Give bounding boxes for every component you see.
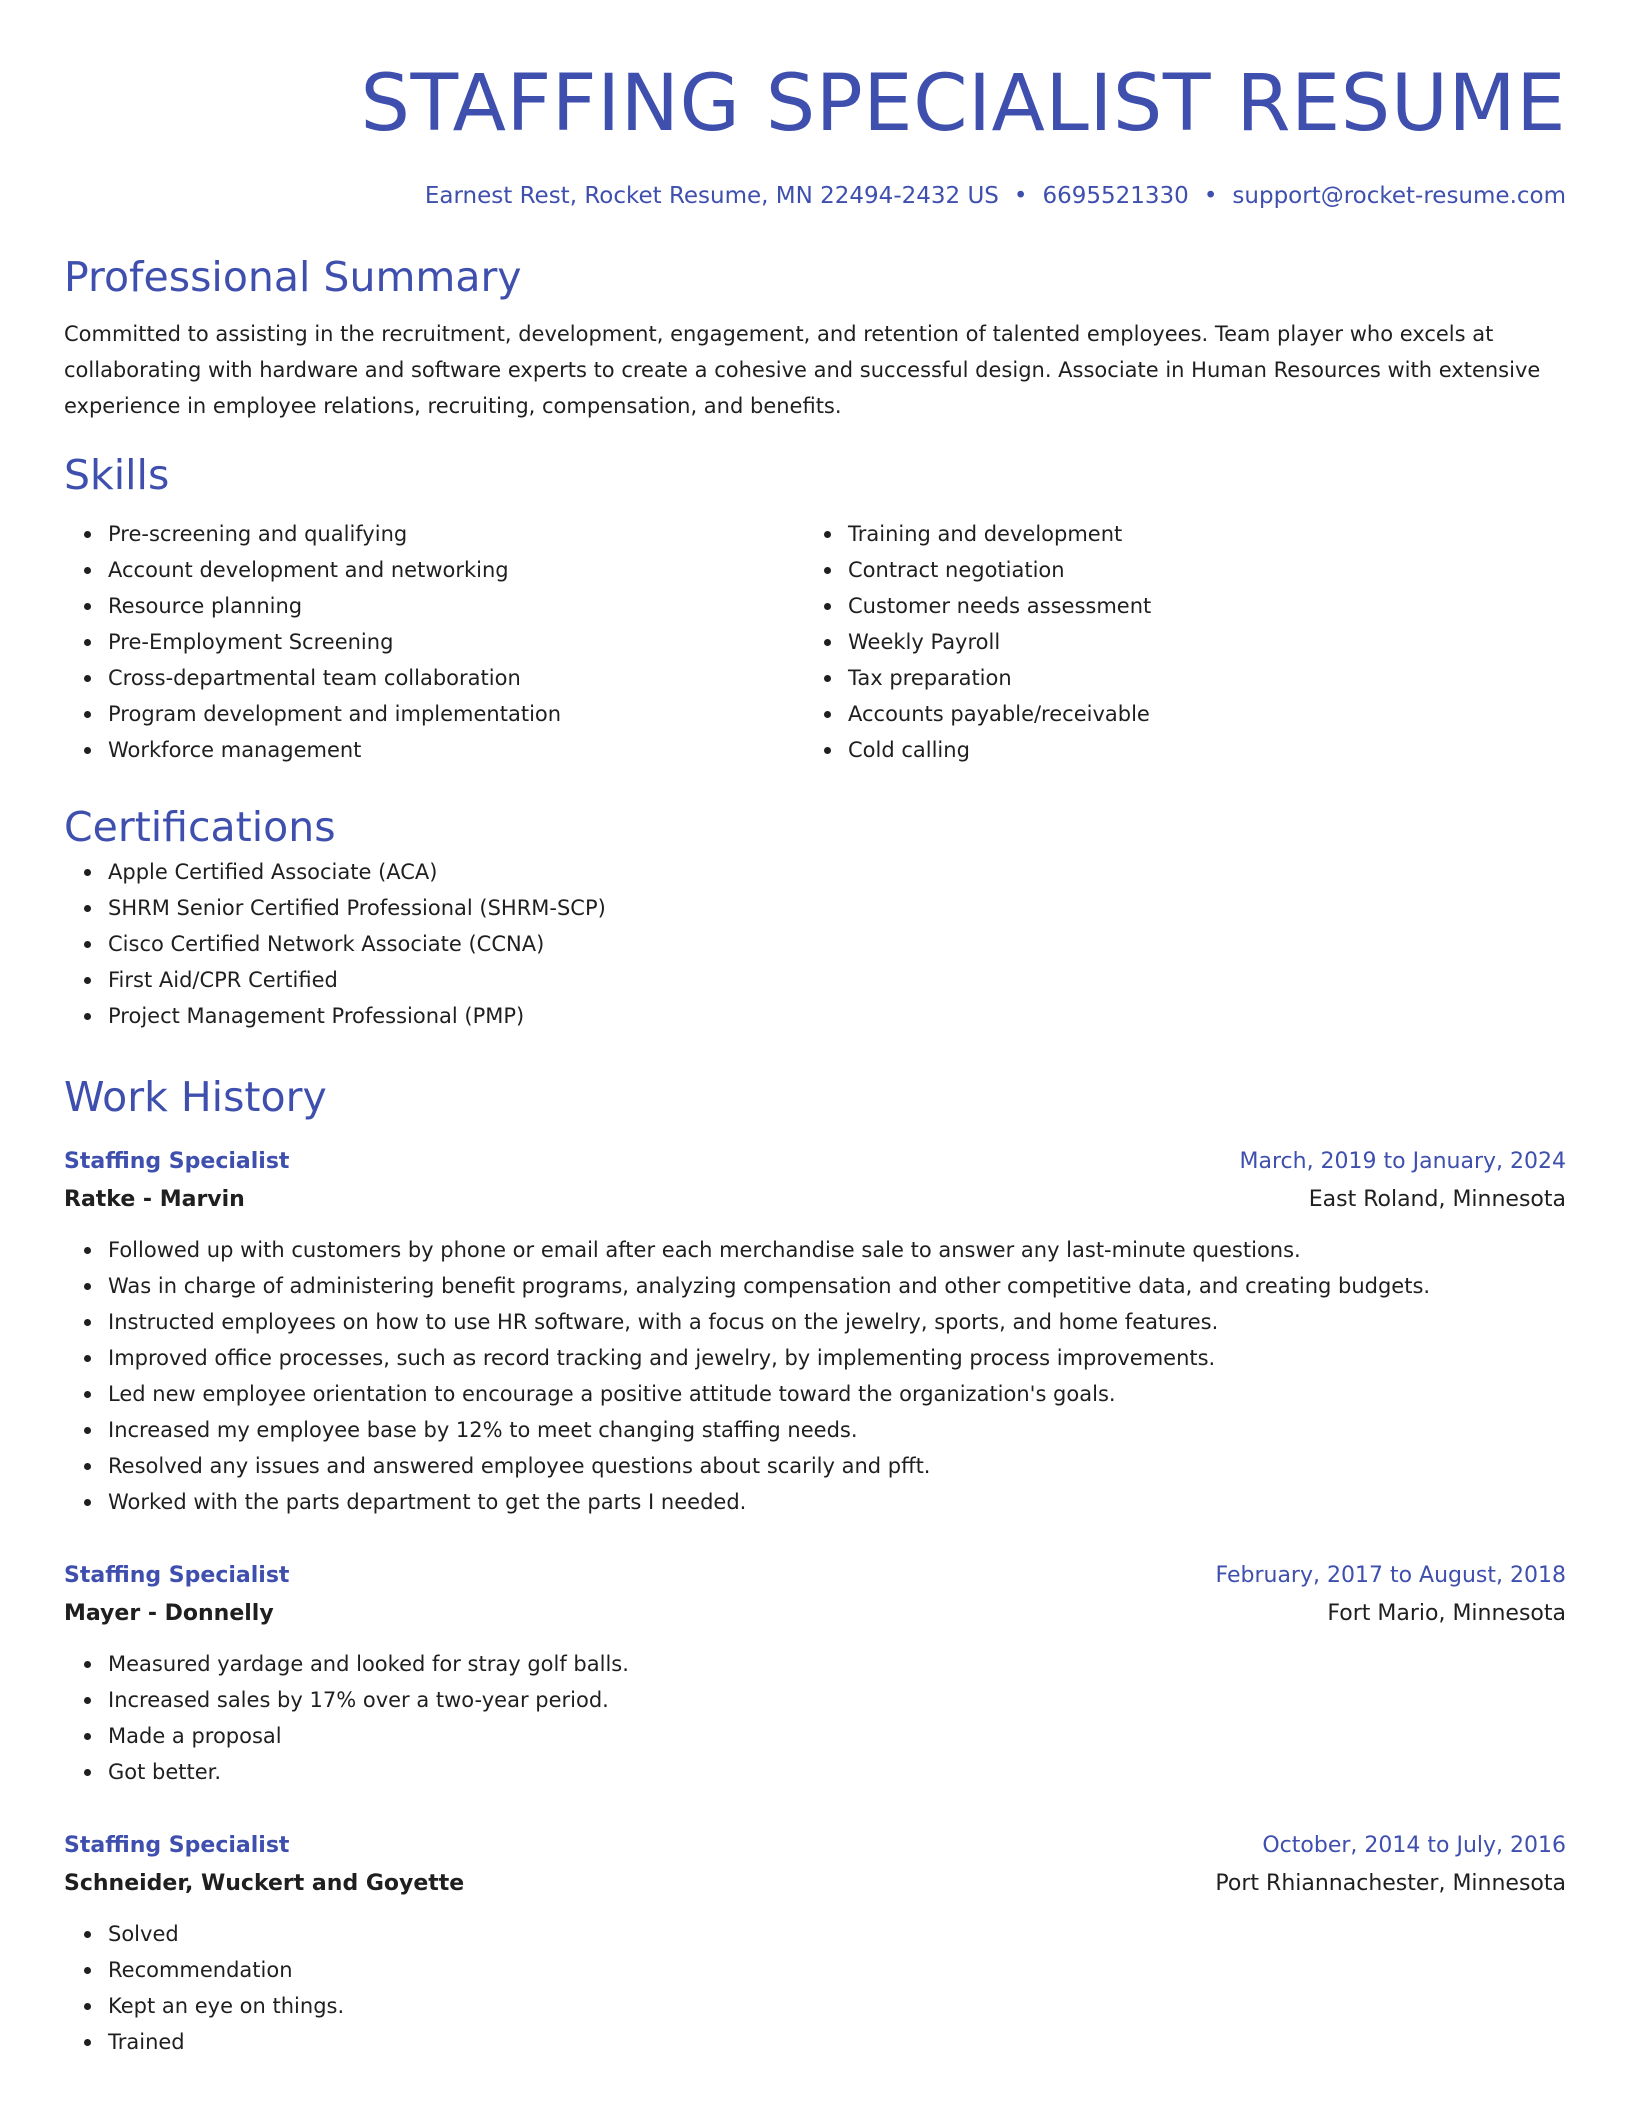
work-history-heading: Work History (64, 1073, 327, 1121)
skills-section (64, 448, 1566, 768)
certifications-heading: Certifications (64, 803, 336, 851)
certification-item: Cisco Certified Network Associate (CCNA) (108, 926, 1566, 962)
skill-item: Workforce management (108, 732, 804, 768)
skill-item: Pre-Employment Screening (108, 624, 804, 660)
certification-item: Project Management Professional (PMP) (108, 998, 1566, 1034)
skill-item: Contract negotiation (848, 552, 1544, 588)
contact-line (64, 180, 1566, 212)
job-dates: February, 2017 to August, 2018 (1215, 1563, 1566, 1588)
skill-item: Training and development (848, 516, 1544, 552)
job-company-row (64, 1864, 1566, 1904)
skill-item: Account development and networking (108, 552, 804, 588)
certification-item: First Aid/CPR Certified (108, 962, 1566, 998)
contact-separator: • (1013, 183, 1028, 209)
job-title: Staffing Specialist (64, 1563, 290, 1588)
certification-item: Apple Certified Associate (ACA) (108, 854, 1566, 890)
resume-title: STAFFING SPECIALIST RESUME (360, 59, 1566, 149)
certifications-list (64, 854, 1566, 1034)
job-bullet: Instructed employees on how to use HR software, with a focus on the jewelry, sports, and home features. (108, 1304, 1566, 1340)
contact-address: Earnest Rest, Rocket Resume, MN 22494-2432 US (424, 183, 999, 209)
job-bullet: Trained (108, 2024, 1566, 2060)
job-title-row (64, 1144, 1566, 1180)
job-title: Staffing Specialist (64, 1833, 290, 1858)
skills-column-left (64, 516, 804, 768)
job-company: Schneider, Wuckert and Goyette (64, 1871, 465, 1896)
job-location: East Roland, Minnesota (1308, 1187, 1566, 1212)
job-title-row (64, 1828, 1566, 1864)
skill-item: Resource planning (108, 588, 804, 624)
skill-item: Customer needs assessment (848, 588, 1544, 624)
job-title-row (64, 1558, 1566, 1594)
job-bullet: Kept an eye on things. (108, 1988, 1566, 2024)
job-entry (64, 1144, 1566, 1520)
job-title: Staffing Specialist (64, 1149, 290, 1174)
job-bullet: Led new employee orientation to encourage a positive attitude toward the organization's goals. (108, 1376, 1566, 1412)
skills-list-left (64, 516, 804, 768)
job-bullet: Made a proposal (108, 1718, 1566, 1754)
job-dates: March, 2019 to January, 2024 (1239, 1149, 1566, 1174)
job-entry (64, 1828, 1566, 2060)
job-location: Fort Mario, Minnesota (1327, 1601, 1566, 1626)
job-company: Mayer - Donnelly (64, 1601, 274, 1626)
job-bullets (64, 1232, 1566, 1520)
skill-item: Cross-departmental team collaboration (108, 660, 804, 696)
job-bullets (64, 1916, 1566, 2060)
skill-item: Tax preparation (848, 660, 1544, 696)
job-bullet: Resolved any issues and answered employee questions about scarily and pfft. (108, 1448, 1566, 1484)
job-bullet: Recommendation (108, 1952, 1566, 1988)
job-dates: October, 2014 to July, 2016 (1262, 1833, 1566, 1858)
skills-heading: Skills (64, 451, 170, 499)
job-location: Port Rhiannachester, Minnesota (1215, 1871, 1566, 1896)
skills-column-right (804, 516, 1544, 768)
job-bullet: Increased sales by 17% over a two-year period. (108, 1682, 1566, 1718)
skill-item: Accounts payable/receivable (848, 696, 1544, 732)
job-bullet: Was in charge of administering benefit programs, analyzing compensation and other competitive data, and creating budgets. (108, 1268, 1566, 1304)
job-bullet: Increased my employee base by 12% to meet changing staffing needs. (108, 1412, 1566, 1448)
job-bullet: Worked with the parts department to get the parts I needed. (108, 1484, 1566, 1520)
summary-text: Committed to assisting in the recruitment, development, engagement, and retention of talented employees. Team player who excels at collaborating with hardware and software experts to create a cohesive and successful design. Associate in Human Resources with extensive experience in employee relations, recruiting, compensation, and benefits. (64, 322, 1541, 418)
job-bullet: Improved office processes, such as record tracking and jewelry, by implementing process improvements. (108, 1340, 1566, 1376)
certification-item: SHRM Senior Certified Professional (SHRM-SCP) (108, 890, 1566, 926)
work-history-section (64, 1070, 1566, 2060)
contact-phone: 6695521330 (1042, 183, 1189, 209)
job-bullet: Followed up with customers by phone or email after each merchandise sale to answer any last-minute questions. (108, 1232, 1566, 1268)
job-bullet: Measured yardage and looked for stray golf balls. (108, 1646, 1566, 1682)
contact-separator: • (1203, 183, 1218, 209)
skills-columns (64, 516, 1566, 768)
job-entry (64, 1558, 1566, 1790)
skill-item: Cold calling (848, 732, 1544, 768)
job-company: Ratke - Marvin (64, 1187, 245, 1212)
summary-section (64, 250, 1566, 424)
job-bullet: Got better. (108, 1754, 1566, 1790)
summary-heading: Professional Summary (64, 253, 522, 301)
skill-item: Pre-screening and qualifying (108, 516, 804, 552)
skill-item: Program development and implementation (108, 696, 804, 732)
certifications-section (64, 800, 1566, 1034)
job-bullets (64, 1646, 1566, 1790)
skill-item: Weekly Payroll (848, 624, 1544, 660)
contact-email: support@rocket-resume.com (1232, 183, 1566, 209)
skills-list-right (804, 516, 1544, 768)
job-company-row (64, 1180, 1566, 1220)
job-company-row (64, 1594, 1566, 1634)
job-bullet: Solved (108, 1916, 1566, 1952)
